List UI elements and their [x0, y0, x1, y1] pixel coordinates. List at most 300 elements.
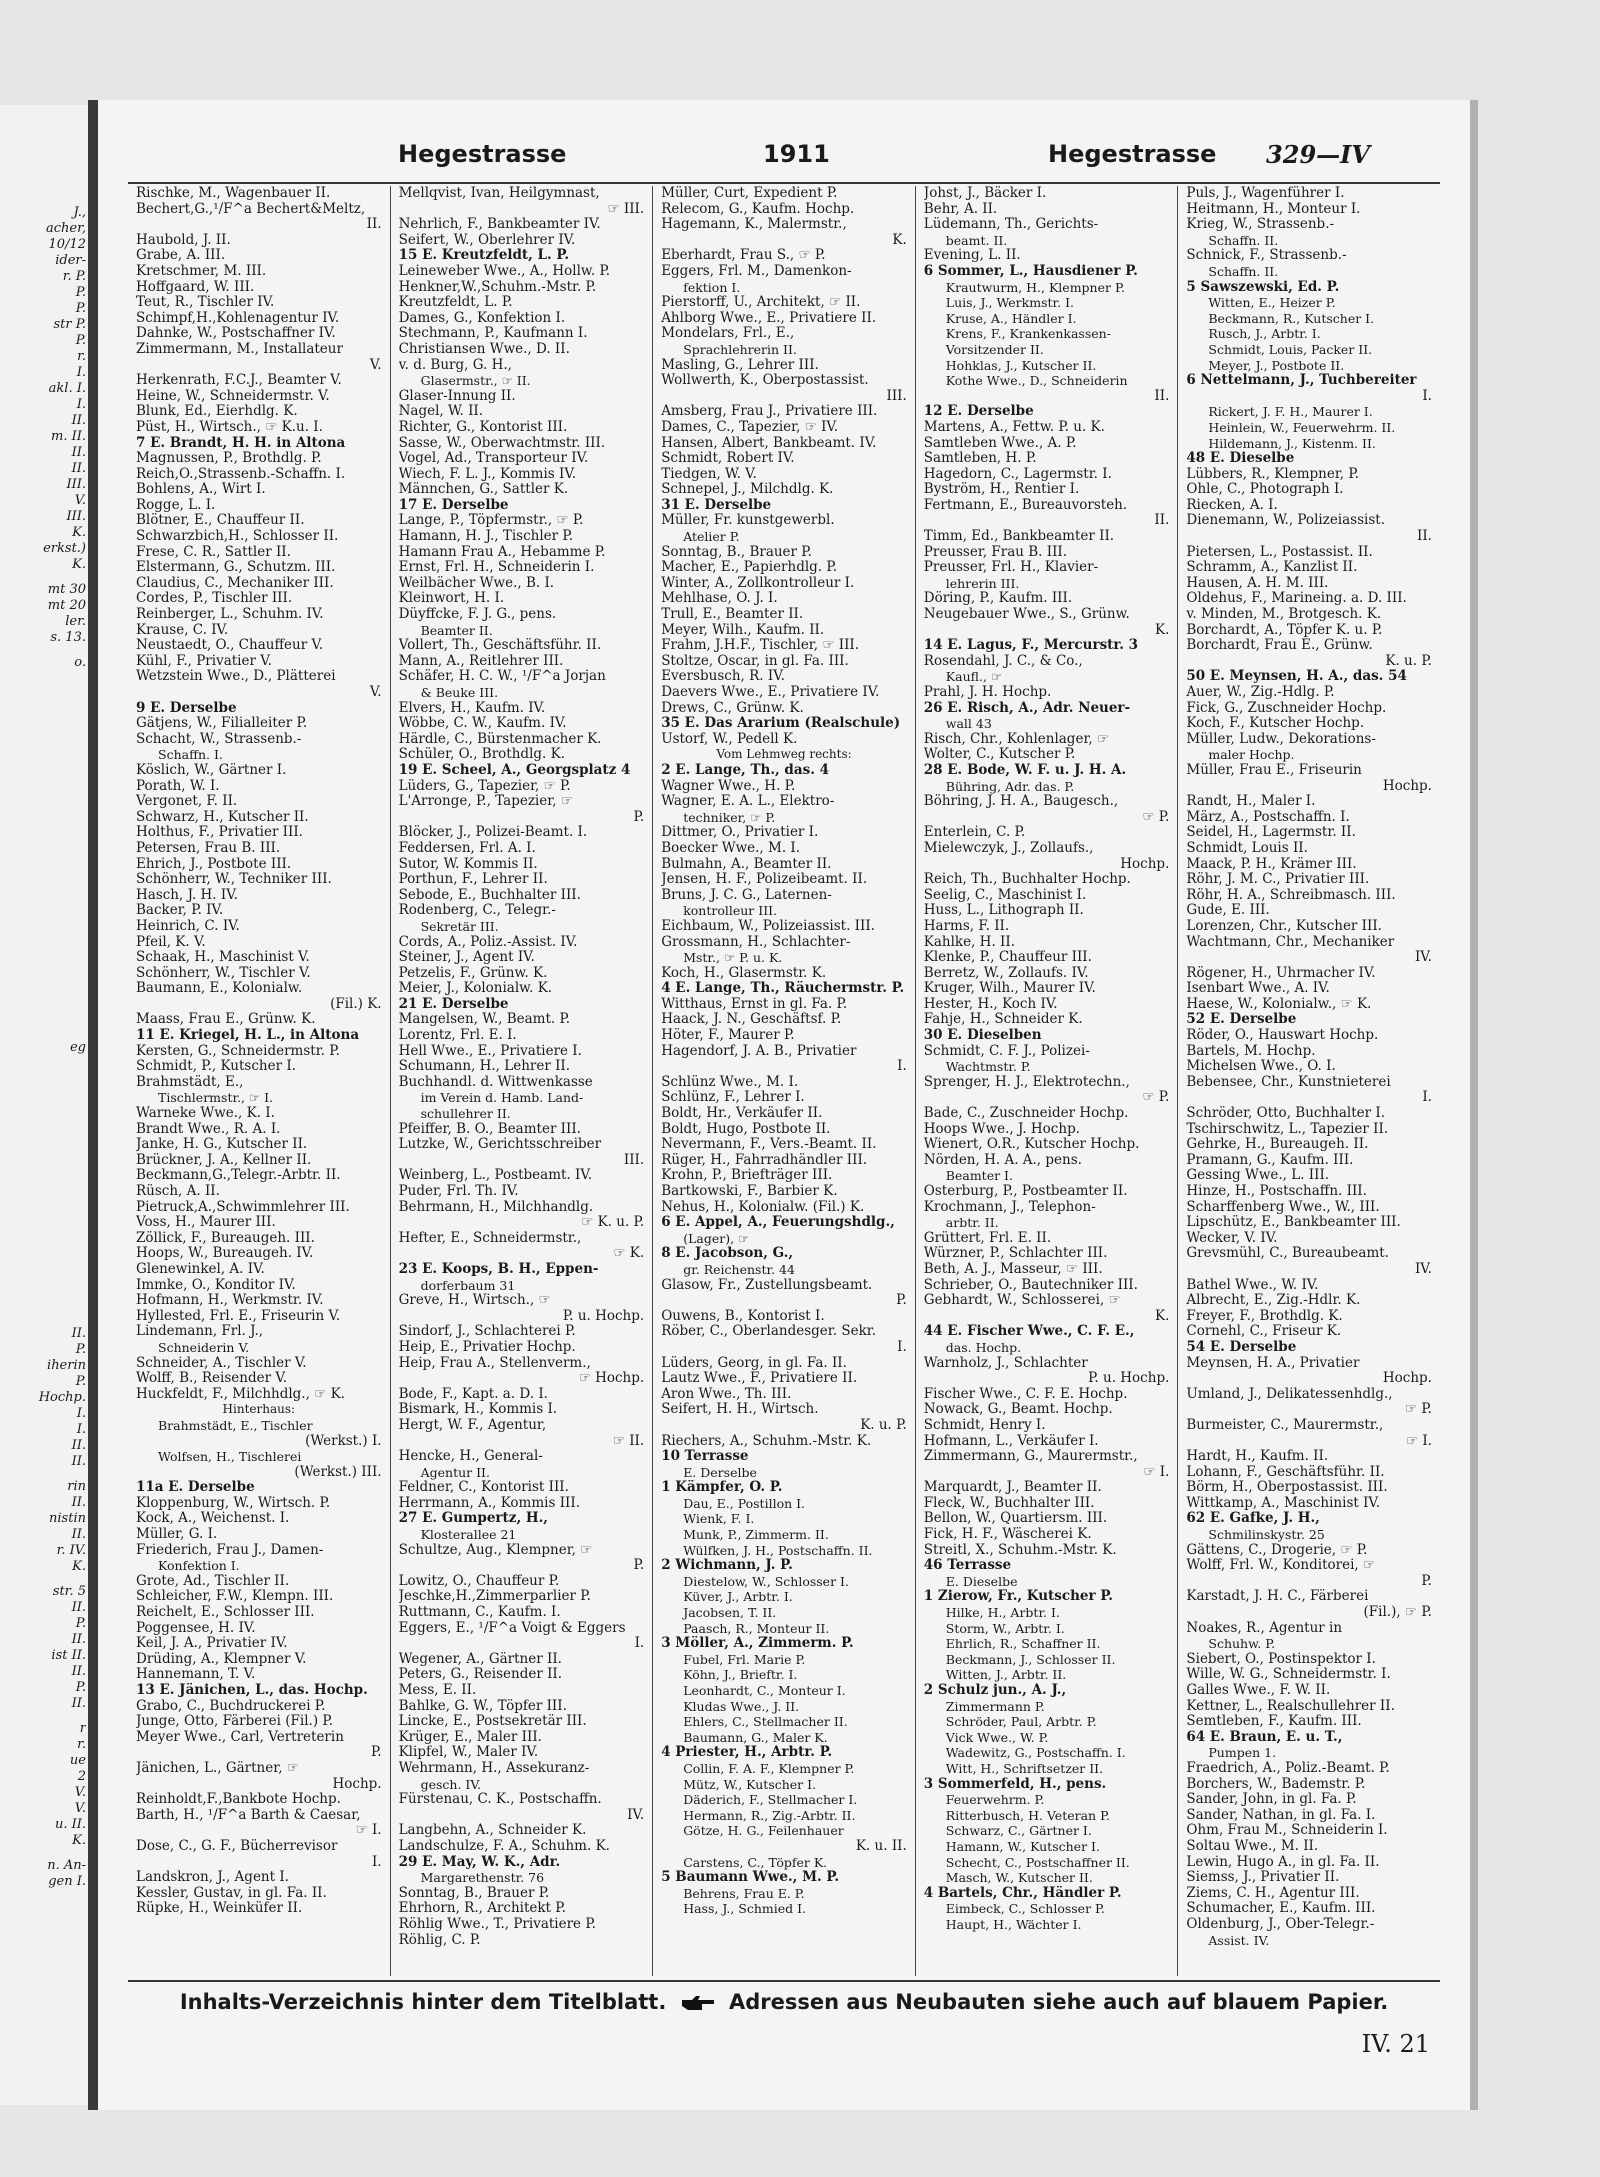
directory-entry: Wehrmann, H., Assekuranz-	[398, 1760, 590, 1776]
directory-entry: 30 E. Dieselben	[923, 1028, 1042, 1044]
directory-entry: Preusser, Frl. H., Klavier-	[923, 560, 1099, 576]
prev-page-line: III.	[66, 477, 86, 492]
directory-entry: Holthus, F., Privatier III.	[136, 825, 303, 841]
directory-entry: Porthun, F., Lehrer II.	[398, 872, 548, 888]
prev-page-line: o.	[74, 655, 86, 670]
prev-page-line: n. An-	[47, 1858, 86, 1873]
directory-entry: Vergonet, F. II.	[136, 794, 238, 810]
directory-entry: Claudius, C., Mechaniker III.	[136, 575, 334, 591]
directory-entry: 8 E. Jacobson, G.,	[661, 1246, 794, 1262]
directory-entry: Reich, Th., Buchhalter Hochp.	[923, 872, 1131, 888]
directory-entry: Lorenzen, Chr., Kutscher III.	[1186, 918, 1382, 934]
directory-entry: Risch, Chr., Kohlenlager, ☞	[923, 731, 1110, 747]
directory-entry: Backer, P. IV.	[136, 903, 224, 919]
directory-entry: Ehrich, J., Postbote III.	[136, 856, 292, 872]
directory-entry: beamt. II.	[945, 232, 1008, 248]
directory-entry: Hagedorn, C., Lagermstr. I.	[923, 466, 1112, 482]
directory-entry: Hamann Frau A., Hebamme P.	[398, 544, 606, 560]
directory-entry: Drews, C., Grünw. K.	[661, 700, 804, 716]
directory-entry: Witthaus, Ernst in gl. Fa. P.	[661, 996, 848, 1012]
prev-page-line	[6, 842, 86, 851]
directory-entry: Bismark, H., Kommis I.	[398, 1402, 558, 1418]
directory-entry: Haupt, H., Wächter I.	[945, 1916, 1082, 1932]
footer-left-text: Inhalts-Verzeichnis hinter dem Titelblatt.	[179, 1990, 667, 2014]
directory-entry: Leineweber Wwe., A., Hollw. P.	[398, 263, 611, 279]
prev-page-line: II.	[71, 461, 86, 476]
directory-entry: Hoops, W., Bureaugeh. IV.	[136, 1246, 314, 1262]
directory-entry: Hardt, H., Kaufm. II.	[1186, 1449, 1329, 1465]
directory-entry: Hamann, H. J., Tischler P.	[398, 529, 574, 545]
directory-entry: Pfeil, K. V.	[136, 934, 206, 950]
directory-entry: Fraedrich, A., Poliz.-Beamt. P.	[1186, 1760, 1390, 1776]
directory-entry: Bulmahn, A., Beamter II.	[661, 856, 832, 872]
prev-page-line: rin	[67, 1479, 86, 1494]
prev-page-line: P.	[75, 1616, 86, 1631]
directory-entry: 3 Sommerfeld, H., pens.	[923, 1776, 1107, 1792]
directory-entry: Aron Wwe., Th. III.	[661, 1386, 792, 1402]
directory-entry: Schönherr, W., Tischler V.	[136, 965, 311, 981]
book-gutter	[88, 100, 98, 2110]
directory-entry: P.	[896, 1293, 907, 1309]
prev-page-line: III.	[66, 509, 86, 524]
directory-entry: Müller, G. I.	[136, 1527, 218, 1543]
directory-entry: Huss, L., Lithograph II.	[923, 903, 1084, 919]
prev-page-line: 2	[77, 1769, 86, 1784]
directory-entry: Krohn, P., Briefträger III.	[661, 1168, 833, 1184]
directory-entry: 10 Terrasse	[661, 1449, 749, 1465]
directory-entry: Tiedgen, W. V.	[661, 466, 757, 482]
directory-entry: Gättens, C., Drogerie, ☞ P.	[1186, 1542, 1368, 1558]
directory-entry: Sprenger, H. J., Elektrotechn.,	[923, 1074, 1130, 1090]
directory-entry: Wolff, Frl. W., Konditorei, ☞	[1186, 1558, 1376, 1574]
prev-page-line: II.	[71, 1326, 86, 1341]
directory-entry: K. u. P.	[860, 1417, 907, 1433]
directory-entry: Gessing Wwe., L. III.	[1186, 1168, 1330, 1184]
directory-entry: Röder, O., Hauswart Hochp.	[1186, 1028, 1379, 1044]
prev-page-line: K.	[72, 1833, 86, 1848]
directory-entry: Püst, H., Wirtsch., ☞ K.u. I.	[136, 419, 323, 435]
directory-entry: Bechert,G.,¹/F^a Bechert&Meltz,	[136, 201, 366, 217]
directory-entry: Schmidt, Robert IV.	[661, 451, 795, 467]
column-4	[915, 186, 1178, 1976]
prev-page-line	[6, 1013, 86, 1022]
directory-entry: Paasch, R., Monteur II.	[683, 1620, 830, 1636]
directory-entry: ☞ III.	[607, 201, 645, 217]
directory-entry: Schumann, H., Lehrer II.	[398, 1059, 571, 1075]
directory-entry: Petzelis, F., Grünw. K.	[398, 965, 548, 981]
directory-entry: Lutzke, W., Gerichtsschreiber	[398, 1137, 602, 1153]
directory-entry: gr. Reichenstr. 44	[683, 1261, 795, 1277]
directory-entry: Hagendorf, J. A. B., Privatier	[661, 1043, 857, 1059]
directory-entry: IV.	[627, 1807, 645, 1823]
directory-entry: Schwarzbich,H., Schlosser II.	[136, 529, 339, 545]
directory-entry: Fertmann, E., Bureauvorsteh.	[923, 497, 1128, 513]
prev-page-line	[6, 1056, 86, 1065]
prev-page-line	[6, 851, 86, 860]
directory-entry: Winter, A., Zollkontrolleur I.	[661, 575, 855, 591]
directory-entry: Schäfer, H. C. W., ¹/F^a Jorjan	[398, 669, 606, 685]
directory-entry: Wülfken, J. H., Postschaffn. II.	[683, 1542, 873, 1558]
directory-entry: Neustaedt, O., Chauffeur V.	[136, 638, 324, 654]
prev-page-line	[6, 725, 86, 734]
column-1	[128, 186, 390, 1976]
directory-entry: 19 E. Scheel, A., Georgsplatz 4	[398, 762, 631, 778]
footer-rule	[128, 1980, 1440, 1982]
prev-page-line	[6, 1290, 86, 1299]
prev-page-line: V.	[74, 493, 86, 508]
directory-entry: P.	[633, 1558, 645, 1574]
directory-entry: Ruttmann, C., Kaufm. I.	[398, 1605, 561, 1621]
directory-entry: Witten, J., Arbtr. II.	[945, 1667, 1067, 1683]
prev-page-line	[6, 986, 86, 995]
directory-entry: Zimmermann, G., Maurermstr.,	[923, 1449, 1138, 1465]
prev-page-line	[6, 932, 86, 941]
directory-entry: Martens, A., Fettw. P. u. K.	[923, 419, 1105, 435]
directory-entry: Hermann, R., Zig.-Arbtr. II.	[683, 1807, 856, 1823]
directory-entry: Tischlermstr., ☞ I.	[158, 1090, 274, 1106]
directory-entry: I.	[897, 1339, 907, 1355]
directory-entry: 2 Schulz jun., A. J.,	[923, 1683, 1067, 1698]
directory-entry: Munk, P., Zimmerm. II.	[683, 1527, 829, 1543]
prev-page-line	[6, 743, 86, 752]
directory-entry: Hefter, E., Schneidermstr.,	[398, 1230, 582, 1246]
directory-entry: Heip, Frau A., Stellenverm.,	[398, 1355, 591, 1371]
directory-entry: Fick, H. F., Wäscherei K.	[923, 1527, 1092, 1543]
directory-entry: ☞ II.	[612, 1433, 645, 1449]
directory-entry: ☞ I.	[1405, 1433, 1432, 1449]
directory-entry: Berretz, W., Zollaufs. IV.	[923, 965, 1089, 981]
directory-entry: 5 Baumann Wwe., M. P.	[661, 1870, 840, 1886]
directory-entry: Voss, H., Maurer III.	[136, 1215, 276, 1231]
directory-entry: Barth, H., ¹/F^a Barth & Caesar,	[136, 1807, 361, 1823]
directory-entry: P. u. Hochp.	[562, 1308, 645, 1324]
directory-entry: 6 Nettelmann, J., Tuchbereiter	[1186, 373, 1417, 389]
directory-entry: Hansen, Albert, Bankbeamt. IV.	[661, 435, 877, 451]
prev-page-line: nistin	[49, 1511, 86, 1526]
directory-entry: Poggensee, H. IV.	[136, 1620, 256, 1636]
directory-entry: Lautz Wwe., F., Privatiere II.	[661, 1371, 858, 1387]
directory-entry: Cornehl, C., Friseur K.	[1186, 1324, 1342, 1340]
directory-entry: Dittmer, O., Privatier I.	[661, 825, 819, 841]
directory-entry: Maack, P. H., Krämer III.	[1186, 856, 1357, 872]
directory-entry: Dienemann, W., Polizeiassist.	[1186, 513, 1385, 529]
directory-columns	[128, 186, 1440, 1976]
directory-entry: Lincke, E., Postsekretär III.	[398, 1714, 587, 1730]
prev-page-line	[6, 671, 86, 680]
directory-entry: Rischke, M., Wagenbauer II.	[136, 186, 331, 201]
directory-entry: Hasch, J. H. IV.	[136, 887, 238, 903]
directory-entry: Pumpen 1.	[1208, 1745, 1277, 1761]
directory-entry: ☞ I.	[1143, 1464, 1170, 1480]
directory-entry: Galles Wwe., F. W. II.	[1186, 1683, 1331, 1698]
prev-page-line	[6, 1272, 86, 1281]
directory-entry: III.	[623, 1152, 645, 1168]
directory-entry: Lorentz, Frl. E. I.	[398, 1028, 517, 1044]
directory-entry: Zöllick, F., Bureaugeh. III.	[136, 1230, 315, 1246]
directory-entry: Freyer, F., Brothdlg. K.	[1186, 1308, 1343, 1324]
directory-entry: II.	[1417, 529, 1432, 545]
directory-entry: Puder, Frl. Th. IV.	[398, 1184, 519, 1199]
directory-entry: Kersten, G., Schneidermstr. P.	[136, 1043, 340, 1059]
directory-entry: Cordes, P., Tischler III.	[136, 591, 293, 607]
prev-page-line	[6, 788, 86, 797]
directory-entry: Wöbbe, C. W., Kaufm. IV.	[398, 716, 567, 732]
directory-entry: Behrmann, H., Milchhandlg.	[398, 1199, 594, 1215]
directory-entry: Weilbächer Wwe., B. I.	[398, 575, 555, 591]
directory-entry: 2 E. Lange, Th., das. 4	[661, 762, 829, 778]
directory-entry: Gebhardt, W., Schlosserei, ☞	[923, 1293, 1121, 1309]
directory-entry: Kock, A., Weichenst. I.	[136, 1511, 290, 1527]
directory-entry: Storm, W., Arbtr. I.	[945, 1620, 1065, 1636]
directory-entry: Schröder, Paul, Arbtr. P.	[945, 1714, 1097, 1730]
directory-entry: Herrmann, A., Kommis III.	[398, 1495, 580, 1511]
directory-entry: ☞ Hochp.	[578, 1371, 645, 1387]
directory-entry: 64 E. Braun, E. u. T.,	[1186, 1729, 1343, 1745]
directory-entry: Lewin, Hugo A., in gl. Fa. II.	[1186, 1854, 1380, 1870]
directory-entry: Fick, G., Zuschneider Hochp.	[1186, 700, 1387, 716]
prev-page-line	[6, 869, 86, 878]
directory-entry: Wadewitz, G., Postschaffn. I.	[945, 1745, 1126, 1761]
directory-entry: Wecker, V. IV.	[1186, 1230, 1278, 1246]
prev-page-line	[6, 941, 86, 950]
directory-entry: Krieg, W., Strassenb.-	[1186, 217, 1335, 233]
directory-entry: Reinholdt,F.,Bankbote Hochp.	[136, 1792, 341, 1808]
header-year: 1911	[763, 140, 830, 168]
prev-page-line	[6, 1074, 86, 1083]
column-5	[1177, 186, 1440, 1976]
directory-entry: Sander, John, in gl. Fa. P.	[1186, 1792, 1357, 1808]
directory-entry: Schüler, O., Brothdlg. K.	[398, 747, 565, 763]
directory-entry: Hofmann, H., Werkmstr. IV.	[136, 1293, 324, 1309]
directory-entry: Landskron, J., Agent I.	[136, 1870, 289, 1886]
directory-entry: Seelig, C., Maschinist I.	[923, 887, 1087, 903]
prev-page-line	[6, 1227, 86, 1236]
prev-page-line: eg	[69, 1040, 86, 1055]
directory-entry: Kruger, Wilh., Maurer IV.	[923, 981, 1096, 997]
directory-entry: Meyer, J., Postbote II.	[1208, 357, 1345, 373]
directory-entry: Wittkamp, A., Maschinist IV.	[1186, 1495, 1381, 1511]
directory-entry: Wagner Wwe., H. P.	[661, 778, 796, 794]
directory-entry: Rodenberg, C., Telegr.-	[398, 903, 556, 919]
directory-entry: Eggers, E., ¹/F^a Voigt & Eggers	[398, 1620, 626, 1636]
prev-page-line: r	[79, 1721, 86, 1736]
directory-entry: Röhlig Wwe., T., Privatiere P.	[398, 1916, 596, 1932]
prev-page-line: V.	[74, 1785, 86, 1800]
directory-entry: Jeschke,H.,Zimmerparlier P.	[398, 1589, 591, 1605]
directory-entry: Wolfsen, H., Tischlerei	[158, 1449, 302, 1465]
directory-entry: Borchardt, Frau E., Grünw.	[1186, 638, 1373, 654]
prev-page-line: ider-	[55, 253, 86, 268]
directory-entry: Pietruck,A.,Schwimmlehrer III.	[136, 1199, 350, 1215]
directory-entry: Neugebauer Wwe., S., Grünw.	[923, 607, 1130, 623]
directory-entry: Hausen, A. H. M. III.	[1186, 575, 1329, 591]
directory-entry: Meyer, Wilh., Kaufm. II.	[661, 622, 825, 638]
directory-entry: Scharffenberg Wwe., W., III.	[1186, 1199, 1380, 1215]
prev-page-line: K.	[72, 1559, 86, 1574]
directory-entry: E. Derselbe	[683, 1464, 757, 1480]
directory-entry: Hannemann, T. V.	[136, 1667, 256, 1683]
prev-page-line	[6, 761, 86, 770]
directory-entry: Müller, Curt, Expedient P.	[661, 186, 838, 201]
directory-entry: 4 E. Lange, Th., Räuchermstr. P.	[661, 981, 905, 997]
directory-entry: Koch, H., Glasermstr. K.	[661, 965, 827, 981]
directory-entry: Ritterbusch, H. Veteran P.	[945, 1807, 1110, 1823]
directory-entry: Lindemann, Frl. J.,	[136, 1324, 264, 1340]
prev-page-line: II.	[71, 1600, 86, 1615]
directory-entry: Schmilinskystr. 25	[1208, 1527, 1325, 1543]
directory-entry: Blunk, Ed., Eierhdlg. K.	[136, 404, 298, 420]
directory-entry: Kessler, Gustav, in gl. Fa. II.	[136, 1885, 327, 1901]
prev-page-line	[6, 833, 86, 842]
directory-entry: Huckfeldt, F., Milchhdlg., ☞ K.	[136, 1386, 345, 1402]
directory-entry: Elstermann, G., Schutzm. III.	[136, 560, 336, 576]
directory-entry: Schultze, Aug., Klempner, ☞	[398, 1542, 593, 1558]
directory-entry: Kreutzfeldt, L. P.	[398, 295, 513, 311]
column-3	[652, 186, 915, 1976]
directory-entry: Brandt Wwe., R. A. I.	[136, 1121, 281, 1137]
prev-page-line: I.	[76, 397, 86, 412]
directory-entry: Däderich, F., Stellmacher I.	[683, 1792, 858, 1808]
directory-entry: I.	[897, 1059, 907, 1075]
prev-page-line: acher,	[45, 221, 86, 236]
directory-entry: Oldenburg, J., Ober-Telegr.-	[1186, 1916, 1375, 1932]
directory-entry: Drüding, A., Klempner V.	[136, 1651, 307, 1667]
directory-entry: Schumacher, E., Kaufm. III.	[1186, 1901, 1376, 1917]
directory-entry: Ouwens, B., Kontorist I.	[661, 1308, 825, 1324]
directory-entry: Schneiderin V.	[158, 1339, 250, 1355]
prev-page-line: V.	[74, 1801, 86, 1816]
directory-entry: Baumann, G., Maler K.	[683, 1729, 828, 1745]
directory-entry: Glaser-Innung II.	[398, 388, 516, 404]
directory-entry: Kothe Wwe., D., Schneiderin	[945, 373, 1128, 389]
directory-entry: K. u. II.	[855, 1838, 907, 1854]
directory-entry: Collin, F. A. F., Klempner P.	[683, 1760, 855, 1776]
directory-entry: (Werkst.) III.	[294, 1464, 382, 1480]
directory-entry: Witten, E., Heizer P.	[1208, 295, 1336, 311]
header-page-label: 329—IV	[1266, 140, 1370, 169]
directory-entry: 1 Zierow, Fr., Kutscher P.	[923, 1589, 1113, 1605]
prev-page-line	[6, 1155, 86, 1164]
directory-entry: Oldehus, F., Marineing. a. D. III.	[1186, 591, 1407, 607]
directory-entry: März, A., Postschaffn. I.	[1186, 809, 1350, 825]
directory-entry: 62 E. Gafke, J. H.,	[1186, 1511, 1320, 1527]
directory-entry: techniker, ☞ P.	[683, 809, 776, 825]
directory-entry: Mielewczyk, J., Zollaufs.,	[923, 840, 1094, 856]
directory-entry: Hildemann, J., Kistenm. II.	[1208, 435, 1376, 451]
directory-entry: 14 E. Lagus, F., Mercurstr. 3	[923, 638, 1139, 654]
directory-entry: Vogel, Ad., Transporteur IV.	[398, 451, 589, 467]
prev-page-line: I.	[76, 365, 86, 380]
directory-entry: Witt, H., Schriftsetzer II.	[945, 1760, 1104, 1776]
directory-entry: Reichelt, E., Schlosser III.	[136, 1605, 315, 1621]
directory-entry: Ahlborg Wwe., E., Privatiere II.	[661, 310, 877, 326]
directory-entry: Heine, W., Schneidermstr. V.	[136, 388, 330, 404]
prev-page-line: K.	[72, 557, 86, 572]
directory-entry: Küver, J., Arbtr. I.	[683, 1589, 793, 1605]
prev-page-line: erkst.)	[43, 541, 86, 556]
directory-entry: Konfektion I.	[158, 1558, 240, 1574]
directory-entry: 11 E. Kriegel, H. L., in Altona	[136, 1028, 360, 1044]
directory-entry: IV.	[1414, 1261, 1432, 1277]
directory-entry: Weinberg, L., Postbeamt. IV.	[398, 1168, 593, 1184]
directory-entry: Bade, C., Zuschneider Hochp.	[923, 1106, 1129, 1122]
directory-entry: Mellqvist, Ivan, Heilgymnast,	[398, 186, 600, 201]
directory-entry: (Fil.) K.	[330, 996, 382, 1012]
directory-entry: 50 E. Meynsen, H. A., das. 54	[1186, 669, 1407, 685]
directory-entry: Cords, A., Poliz.-Assist. IV.	[398, 934, 578, 950]
prev-page-line	[6, 896, 86, 905]
directory-entry: Wetzstein Wwe., D., Plätterei	[136, 669, 336, 685]
directory-entry: Schecht, C., Postschaffner II.	[945, 1854, 1130, 1870]
directory-entry: Wollwerth, K., Oberpostassist.	[661, 373, 869, 389]
directory-entry: Wolff, B., Reisender V.	[136, 1371, 288, 1387]
prev-page-line	[6, 1209, 86, 1218]
directory-entry: Henkner,W.,Schuhm.-Mstr. P.	[398, 279, 597, 295]
directory-entry: Soltau Wwe., M. II.	[1186, 1838, 1319, 1854]
directory-entry: Krüger, E., Maler III.	[398, 1729, 542, 1745]
directory-entry: Schaffn. I.	[158, 747, 223, 763]
directory-entry: Beamter II.	[420, 622, 493, 638]
header-street-right: Hegestrasse	[1048, 140, 1217, 168]
directory-entry: Brahmstädt, E., Tischler	[158, 1417, 313, 1433]
directory-entry: Böhring, J. H. A., Baugesch.,	[923, 794, 1119, 810]
directory-entry: Hencke, H., General-	[398, 1449, 543, 1465]
directory-entry: Riechers, A., Schuhm.-Mstr. K.	[661, 1433, 872, 1449]
directory-entry: Rogge, L. I.	[136, 497, 216, 513]
prev-page-line	[6, 1137, 86, 1146]
prev-page-line	[6, 1470, 86, 1479]
directory-entry: Krochmann, J., Telephon-	[923, 1199, 1096, 1215]
directory-entry: Beamter I.	[945, 1168, 1013, 1184]
directory-entry: K.	[892, 232, 907, 248]
prev-page-line	[6, 1119, 86, 1128]
prev-page-line: 10/12	[48, 237, 86, 252]
prev-page-line	[6, 1281, 86, 1290]
prev-page-line	[6, 914, 86, 923]
directory-entry: Hergt, W. F., Agentur,	[398, 1417, 547, 1433]
directory-entry: (Lager), ☞	[683, 1230, 750, 1246]
prev-page-line	[6, 716, 86, 725]
directory-entry: Ohm, Frau M., Schneiderin I.	[1186, 1823, 1388, 1839]
prev-page-line	[6, 698, 86, 707]
directory-entry: Burmeister, C., Maurermstr.,	[1186, 1417, 1384, 1433]
directory-entry: Hoffgaard, W. III.	[136, 279, 255, 295]
directory-entry: Ernst, Frl. H., Schneiderin I.	[398, 560, 595, 576]
directory-entry: Johst, J., Bäcker I.	[923, 186, 1047, 201]
directory-entry: Rögener, H., Uhrmacher IV.	[1186, 965, 1376, 981]
directory-entry: Maass, Frau E., Grünw. K.	[136, 1012, 316, 1028]
directory-entry: 17 E. Derselbe	[398, 497, 509, 513]
directory-entry: Petersen, Frau B. III.	[136, 840, 281, 856]
directory-entry: Hinze, H., Postschaffn. III.	[1186, 1184, 1367, 1199]
directory-entry: Sutor, W. Kommis II.	[398, 856, 538, 872]
directory-entry: Keil, J. A., Privatier IV.	[136, 1636, 288, 1652]
directory-entry: Amsberg, Frau J., Privatiere III.	[661, 404, 878, 420]
prev-page-line	[6, 1101, 86, 1110]
prev-page-line	[6, 905, 86, 914]
directory-entry: Nevermann, F., Vers.-Beamt. II.	[661, 1137, 877, 1153]
directory-entry: I.	[1422, 388, 1432, 404]
directory-entry: Stoltze, Oscar, in gl. Fa. III.	[661, 653, 849, 669]
directory-entry: Samtleben Wwe., A. P.	[923, 435, 1077, 451]
directory-entry: Pramann, G., Kaufm. III.	[1186, 1152, 1354, 1168]
directory-entry: Schmidt, P., Kutscher I.	[136, 1059, 296, 1075]
directory-entry: 1 Kämpfer, O. P.	[661, 1480, 783, 1496]
directory-entry: Haese, W., Kolonialw., ☞ K.	[1186, 996, 1372, 1012]
directory-entry: Wienert, O.R., Kutscher Hochp.	[923, 1137, 1140, 1153]
directory-entry: Fleck, W., Buchhalter III.	[923, 1495, 1095, 1511]
directory-entry: Junge, Otto, Färberei (Fil.) P.	[136, 1714, 334, 1730]
